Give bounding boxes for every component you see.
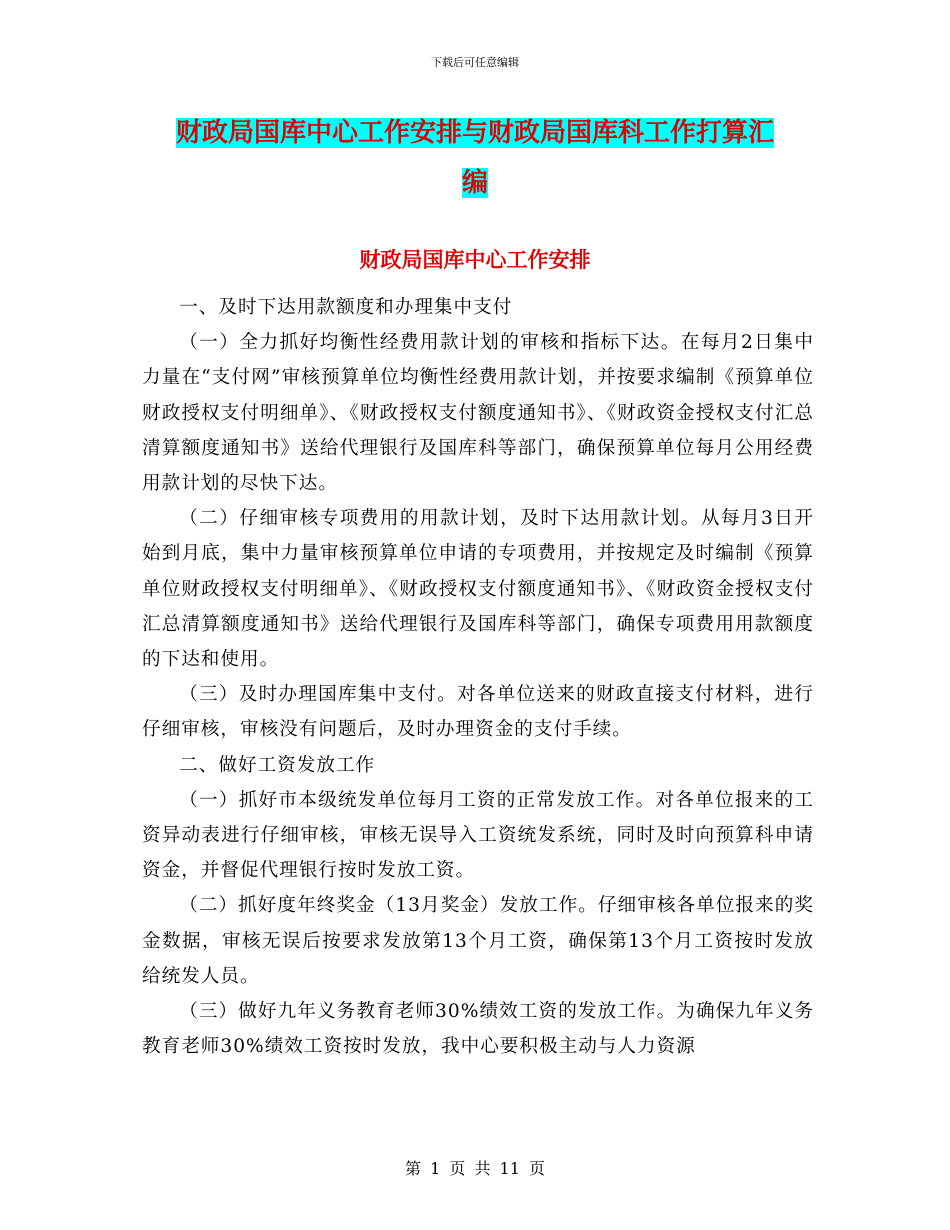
- main-title: [140, 108, 810, 208]
- section-title: 财政局国库中心工作安排: [359, 248, 591, 272]
- paragraph: （三）及时办理国库集中支付。对各单位送来的财政直接支付材料，进行仔细审核，审核没有问题后，及时办理资金的支付手续。: [142, 684, 814, 741]
- header-note: 下载后可任意编辑: [431, 56, 519, 69]
- paragraph: （三）做好九年义务教育老师30%绩效工资的发放工作。为确保九年义务教育老师30%绩效工资按时发放，我中心要积极主动与人力资源: [142, 1001, 814, 1058]
- page-footer: 第 1 页 共 11 页: [405, 1159, 545, 1178]
- paragraph: 一、及时下达用款额度和办理集中支付: [179, 297, 513, 318]
- paragraph: （一）抓好市本级统发单位每月工资的正常发放工作。对各单位报来的工资异动表进行仔细审核，审核无误导入工资统发系统，同时及时向预算科申请资金，并督促代理银行按时发放工资。: [142, 789, 814, 882]
- paragraph: （二）抓好度年终奖金（13月奖金）发放工作。仔细审核各单位报来的奖金数据，审核无误后按要求发放第13个月工资，确保第13个月工资按时发放给统发人员。: [142, 895, 814, 987]
- main-title-line1: 财政局国库中心工作安排与财政局国库科工作打算汇: [175, 118, 774, 148]
- paragraph: （一）全力抓好均衡性经费用款计划的审核和指标下达。在每月2日集中力量在“支付网”审核预算单位均衡性经费用款计划，并按要求编制《预算单位财政授权支付明细单》、《财政授权支付额度通知书》、《财政资金授权支付汇总清算额度通知书》送给代理银行及国库科等部门，确保预算单位每月公用经费用款计划的尽快下达。: [142, 332, 814, 495]
- main-title-line2: 编: [461, 168, 488, 198]
- body-text: [142, 290, 814, 1064]
- paragraph: （二）仔细审核专项费用的用款计划，及时下达用款计划。从每月3日开始到月底，集中力量审核预算单位申请的专项费用，并按规定及时编制《预算单位财政授权支付明细单》、《财政授权支付额度通知书》、《财政资金授权支付汇总清算额度通知书》送给代理银行及国库科等部门，确保专项费用用款额度的下达和使用。: [142, 508, 814, 671]
- paragraph: 二、做好工资发放工作: [179, 754, 376, 776]
